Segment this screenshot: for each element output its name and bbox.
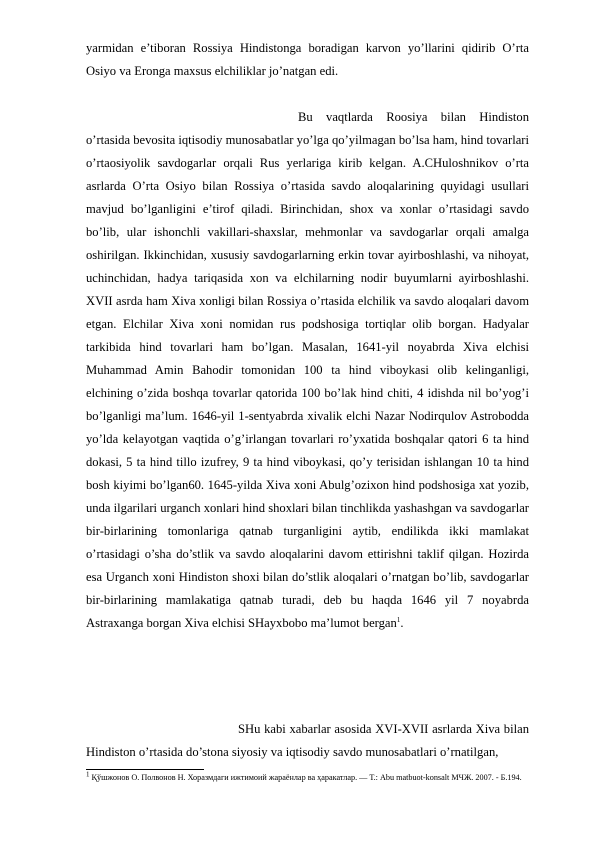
footnote-separator bbox=[86, 769, 204, 770]
footnote bbox=[86, 772, 529, 784]
document-page bbox=[86, 0, 529, 842]
paragraph-main-text: Bu vaqtlarda Roosiya bilan Hindiston o’rtasida bevosita iqtisodiy munosabatlar yo’lga qo’yilmagan bo’lsa ham, hind tovarlari o’rtaosiyolik savdogarlar orqali Rus yerlariga kirib kelgan. A.CHuloshnikov o’rta asrlarda O’rta Osiyo bilan Rossiya o’rtasida savdo aloqalarining quyidagi usullari mavjud bo’lganligini e’tirof qiladi. Birinchidan, shox va xonlar o’rtasidagi savdo bo’lib, ular ishonchli vakillari-shaxslar, mehmonlar va savdogarlar orqali amalga oshirilgan. Ikkinchidan, xususiy savdogarlarning erkin tovar ayirboshlashi, va nihoyat, uchinchidan, hadya tariqasida xon va elchilarning nodir buyumlarni ayirboshlashi. XVII asrda ham Xiva xonligi bilan Rossiya o’rtasida elchilik va savdo aloqalari davom etgan. Elchilar Xiva xoni nomidan rus podshosiga tortiqlar olib borgan. Hadyalar tarkibida hind tovarlari ham bo’lgan. Masalan, 1641-yil noyabrda Xiva elchisi Muhammad Amin Bahodir tomonidan 100 ta hind viboykasi olib kelinganligi, elchining o’zida boshqa tovarlar qatorida 100 bo’lak hind chiti, 4 idishda nil bo’yog’i bo’lganligi ma’lum. 1646-yil 1-sentyabrda xivalik elchi Nazar Nodirqulov Astrobodda yo’lda kelayotgan vaqtida o’g’irlangan tovarlari ro’yxatida boshqalar qatori 6 ta hind dokasi, 5 ta hind tillo izufrey, 9 ta hind viboykasi, qo’y terisidan ishlangan 10 ta hind bosh kiyimi bo’lgan60. 1645-yilda Xiva xoni Abulg’ozixon hind podshosiga xat yozib, unda ilgarilari urganch xonlari hind shoxlari bilan tinchlikda yashashgan va savdogarlar bir-birlarining tomonlariga qatnab turganligini aytib, endilikda ikki mamlakat o’rtasidagi o’sha do’stlik va savdo aloqalarini davom ettirishni taklif qilgan. Hozirda esa Urganch xoni Hindiston shoxi bilan do’stlik aloqalari o’rnatgan bo’lib, savdogarlar bir-birlarining mamlakatiga qatnab turadi, deb bu haqda 1646 yil 7 noyabrda Astraxanga borgan Xiva elchisi SHayxbobo ma’lumot bergan bbox=[86, 110, 529, 630]
paragraph-conclusion: SHu kabi xabarlar asosida XVI-XVII asrlarda Xiva bilan Hindiston o’rtasida do’stona siyosiy va iqtisodiy savdo munosabatlari o’rnatilgan, bbox=[86, 722, 529, 759]
footnote-text: Қўшжонов О. Полвонов Н. Хоразмдаги ижтимоий жараёнлар ва ҳаракатлар. — Т.: Abu matbuot-konsalt МЧЖ. 2007. - Б.194. bbox=[89, 773, 522, 782]
footnote-reference[interactable]: 1 bbox=[396, 615, 401, 624]
paragraph-main-end: . bbox=[400, 616, 404, 630]
footnote-number: 1 bbox=[86, 770, 90, 779]
paragraph-continuation: yarmidan e’tiboran Rossiya Hindistonga boradigan karvon yo’llarini qidirib O’rta Osiyo va Eronga maxsus elchiliklar jo’natgan edi. bbox=[86, 41, 529, 78]
paragraph-main bbox=[86, 106, 529, 635]
